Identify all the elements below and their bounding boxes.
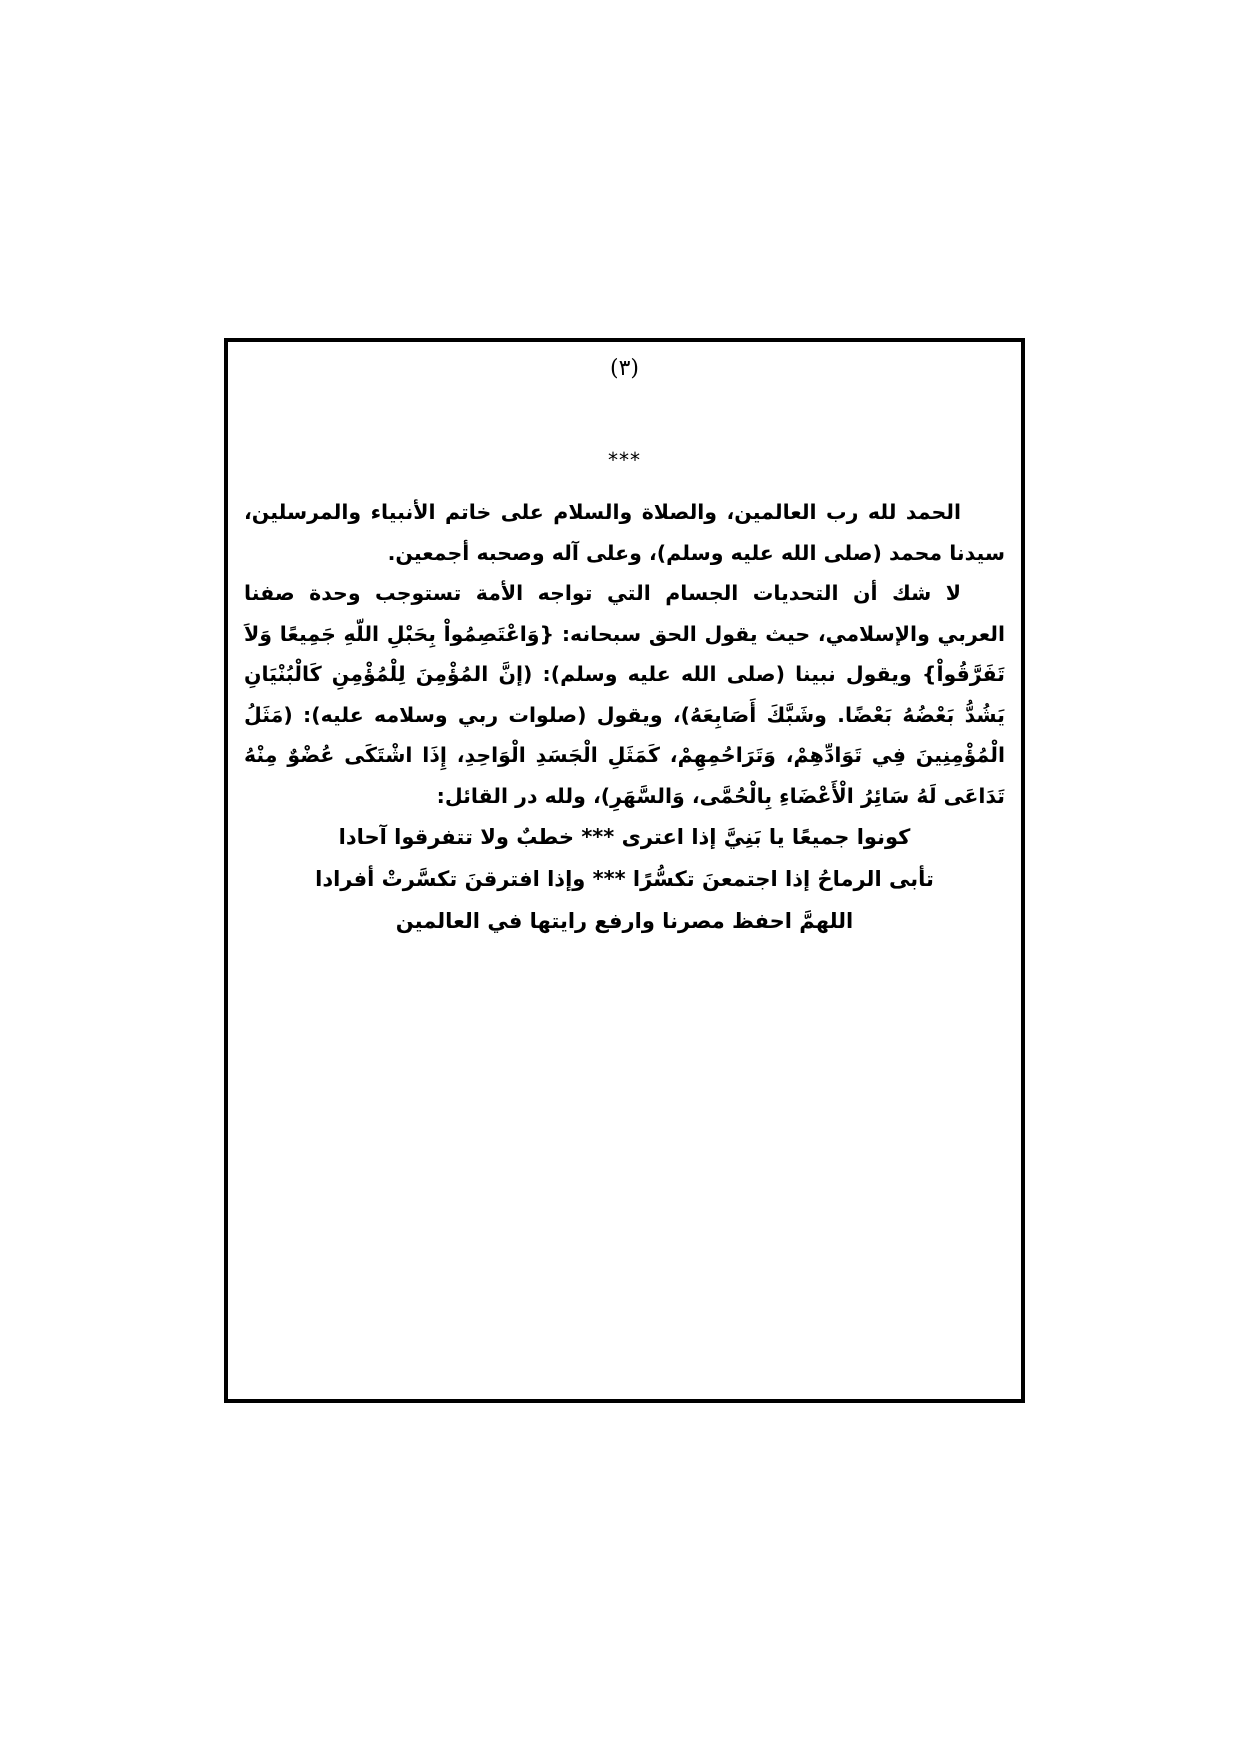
paragraph-main: لا شك أن التحديات الجسام التي تواجه الأمة تستوجب وحدة صفنا العربي والإسلامي، حيث يقول الحق سبحانه: {وَاعْتَصِمُواْ بِحَبْلِ اللّهِ جَمِيعًا وَلاَ تَفَرَّقُواْ} ويقول نبينا (صلى الله عليه وسلم): (إنَّ المُؤْمِنَ لِلْمُؤْمِنِ كَالْبُنْيَانِ يَشُدُّ بَعْضُهُ بَعْضًا. وشَبَّكَ أَصَابِعَهُ)، ويقول (صلوات ربي وسلامه عليه): (مَثَلُ الْمُؤْمِنِينَ فِي تَوَادِّهِمْ، وَتَرَاحُمِهِمْ، كَمَثَلِ الْجَسَدِ الْوَاحِدِ، إِذَا اشْتَكَى عُضْوٌ مِنْهُ تَدَاعَى لَهُ سَائِرُ الْأَعْضَاءِ بِالْحُمَّى، وَالسَّهَرِ)، ولله در القائل: (244, 581, 1005, 808)
body-text (244, 492, 1005, 942)
closing-prayer: اللهمَّ احفظ مصرنا وارفع رايتها في العالمين (395, 909, 854, 933)
page-number: (٣) (609, 356, 639, 381)
paragraph-opening: الحمد لله رب العالمين، والصلاة والسلام على خاتم الأنبياء والمرسلين، سيدنا محمد (صلى الله عليه وسلم)، وعلى آله وصحبه أجمعين. (244, 500, 1005, 565)
poem-line: كونوا جميعًا يا بَنِيَّ إذا اعترى *** خطبٌ ولا تتفرقوا آحادا (338, 825, 911, 849)
poem-line: تأبى الرماحُ إذا اجتمعنَ تكسُّرًا *** وإذا افترقنَ تكسَّرتْ أفرادا (315, 867, 934, 891)
page-frame (224, 338, 1025, 1403)
section-separator: *** (608, 448, 641, 472)
